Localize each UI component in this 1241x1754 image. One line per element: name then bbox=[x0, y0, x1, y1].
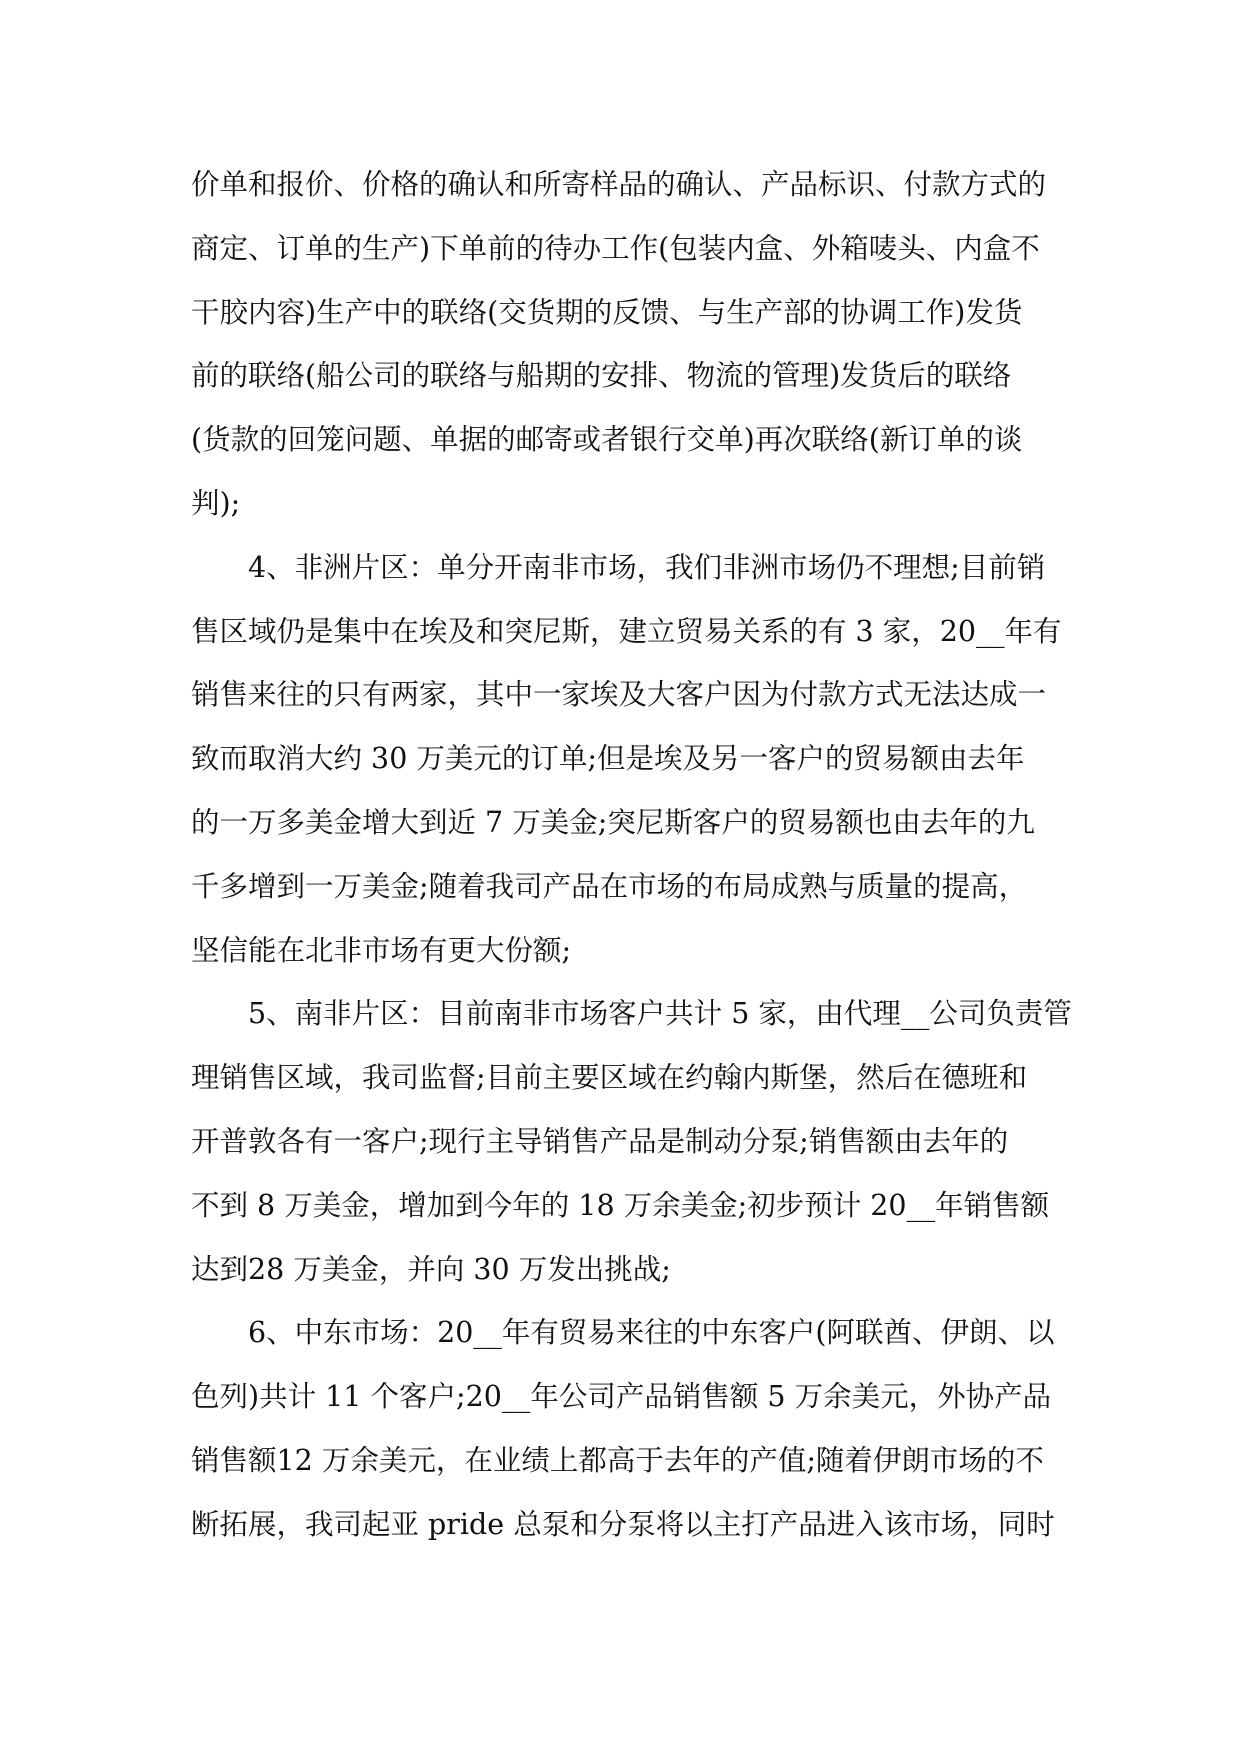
text-line: 理销售区域，我司监督;目前主要区域在约翰内斯堡，然后在德班和 bbox=[191, 1061, 1028, 1095]
text-line: 销售额12 万余美元，在业绩上都高于去年的产值;随着伊朗市场的不 bbox=[191, 1443, 1044, 1477]
body-text bbox=[191, 153, 1072, 1557]
text-line: 断拓展，我司起亚 pride 总泵和分泵将以主打产品进入该市场，同时 bbox=[191, 1507, 1055, 1541]
text-line: 色列)共计 11 个客户;20__年公司产品销售额 5 万余美元，外协产品 bbox=[191, 1380, 1052, 1414]
paragraph-4-start: 4、非洲片区：单分开南非市场，我们非洲市场仍不理想;目前销 bbox=[191, 550, 1046, 584]
text-line: 干胶内容)生产中的联络(交货期的反馈、与生产部的协调工作)发货 bbox=[191, 295, 1023, 329]
text-line: 售区域仍是集中在埃及和突尼斯，建立贸易关系的有 3 家，20__年有 bbox=[191, 614, 1062, 648]
text-line: (货款的回笼问题、单据的邮寄或者银行交单)再次联络(新订单的谈 bbox=[191, 423, 1023, 457]
text-line: 销售来往的只有两家，其中一家埃及大客户因为付款方式无法达成一 bbox=[191, 678, 1047, 712]
text-line: 坚信能在北非市场有更大份额; bbox=[191, 933, 572, 967]
text-line: 千多增到一万美金;随着我司产品在市场的布局成熟与质量的提高， bbox=[191, 869, 1028, 903]
text-line: 不到 8 万美金，增加到今年的 18 万余美金;初步预计 20__年销售额 bbox=[191, 1188, 1050, 1222]
text-line: 价单和报价、价格的确认和所寄样品的确认、产品标识、付款方式的 bbox=[191, 168, 1047, 201]
text-line: 的一万多美金增大到近 7 万美金;突尼斯客户的贸易额也由去年的九 bbox=[191, 805, 1035, 839]
paragraph-6-start: 6、中东市场：20__年有贸易来往的中东客户(阿联酋、伊朗、以 bbox=[191, 1316, 1055, 1350]
text-line: 商定、订单的生产)下单前的待办工作(包装内盒、外箱唛头、内盒不 bbox=[191, 231, 1040, 265]
paragraph-5-start: 5、南非片区：目前南非市场客户共计 5 家，由代理__公司负责管 bbox=[191, 997, 1072, 1031]
text-line: 前的联络(船公司的联络与船期的安排、物流的管理)发货后的联络 bbox=[191, 359, 1012, 393]
text-line: 达到28 万美金，并向 30 万发出挑战; bbox=[191, 1252, 671, 1286]
text-line: 开普敦各有一客户;现行主导销售产品是制动分泵;销售额由去年的 bbox=[191, 1124, 1009, 1158]
text-line: 致而取消大约 30 万美元的订单;但是埃及另一客户的贸易额由去年 bbox=[191, 742, 1025, 776]
text-line: 判); bbox=[191, 486, 241, 520]
